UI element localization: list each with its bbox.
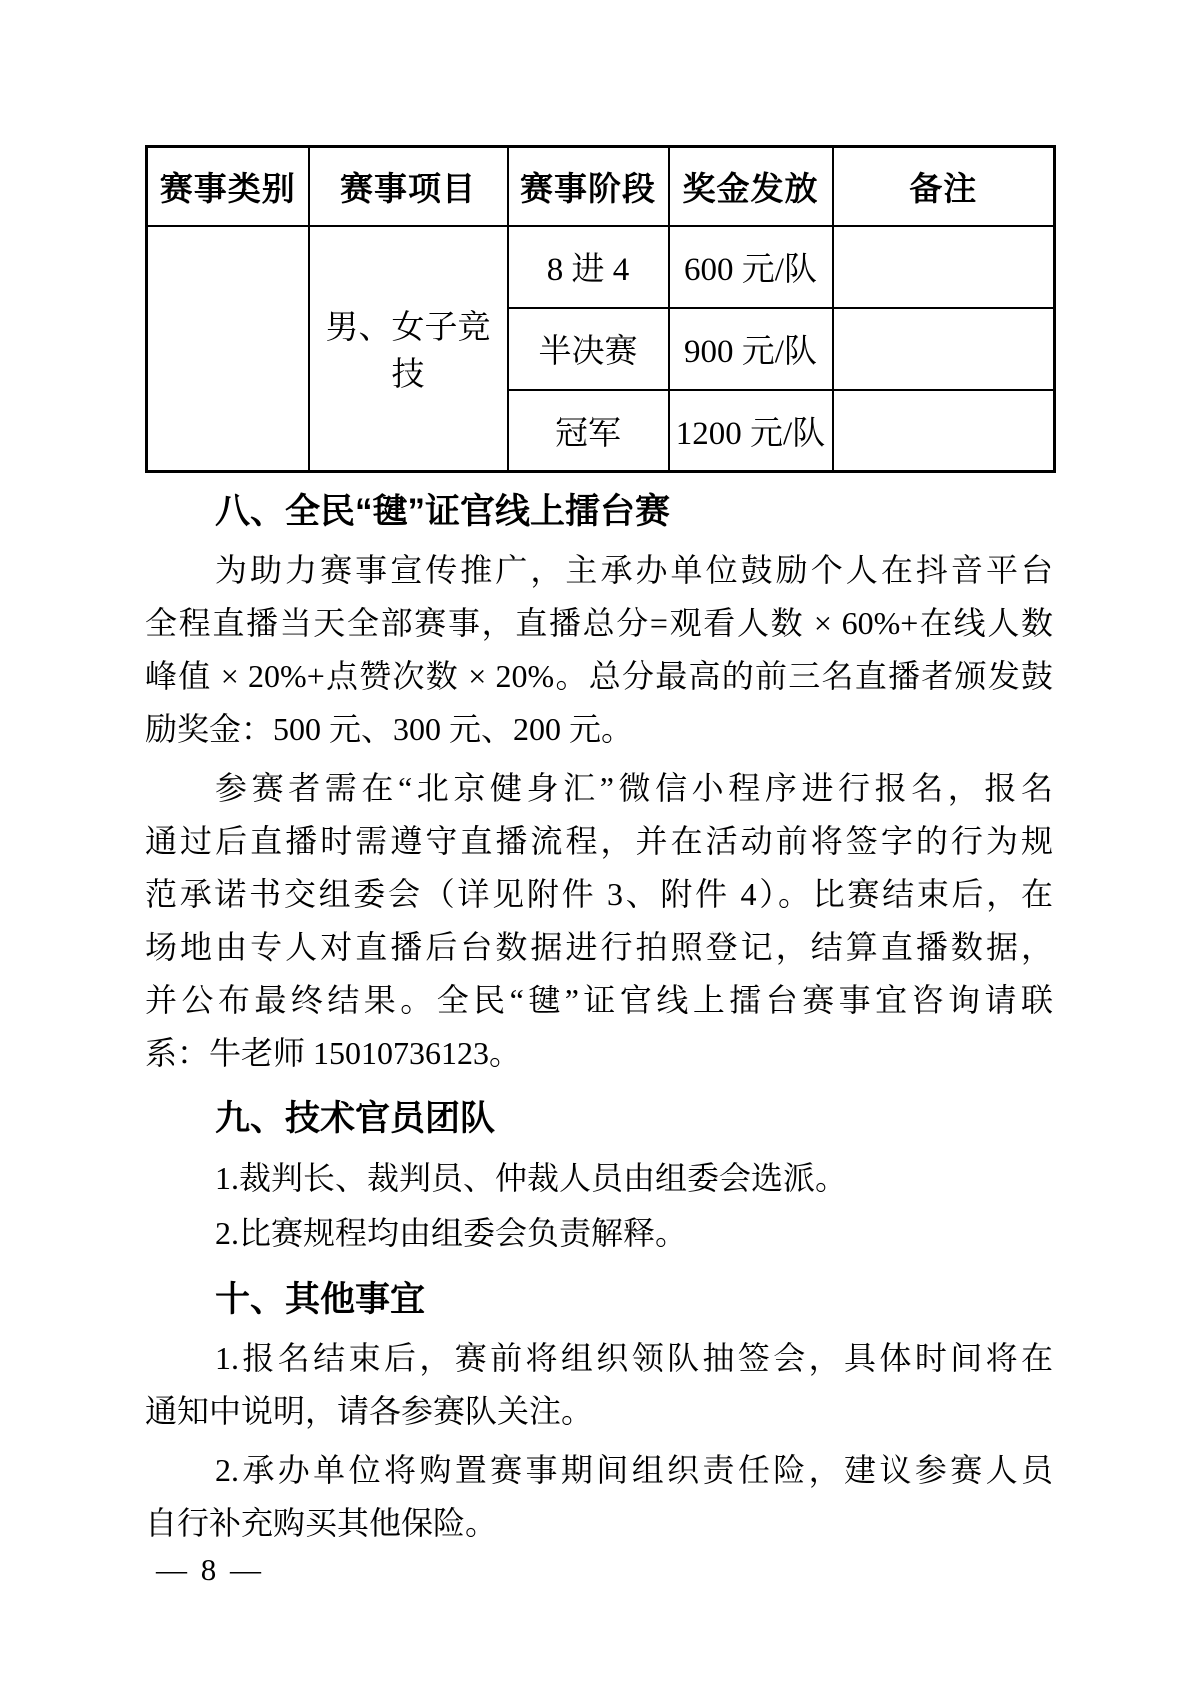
list-item: 1.裁判长、裁判员、仲裁人员由组委会选派。 (215, 1160, 848, 1196)
header-cell-category: 赛事类别 (147, 147, 309, 226)
prize-table (145, 145, 1056, 473)
body-line: 参赛者需在“北京健身汇”微信小程序进行报名，报名 (215, 770, 1053, 806)
paragraph (145, 544, 1053, 756)
prize-cell: 1200 元/队 (669, 390, 833, 472)
body-line: 全程直播当天全部赛事，直播总分=观看人数 × 60%+在线人数 (145, 605, 1053, 641)
note-cell (833, 226, 1055, 308)
header-cell-stage: 赛事阶段 (508, 147, 669, 226)
table-header-row (147, 147, 1055, 226)
list-item: 2.比赛规程均由组委会负责解释。 (215, 1215, 688, 1251)
table-row (147, 226, 1055, 308)
note-cell (833, 308, 1055, 390)
body-line: 范承诺书交组委会（详见附件 3、附件 4）。比赛结束后，在 (145, 876, 1053, 912)
section-heading-9: 九、技术官员团队 (215, 1099, 496, 1138)
paragraph (145, 762, 1053, 1080)
section-heading-8: 八、全民“毽”证官线上擂台赛 (215, 492, 671, 531)
page-number: — 8 — (156, 1552, 264, 1587)
body-line: 2.承办单位将购置赛事期间组织责任险，建议参赛人员 (215, 1452, 1053, 1488)
stage-cell: 半决赛 (508, 308, 669, 390)
stage-cell: 8 进 4 (508, 226, 669, 308)
body-line: 系：牛老师 15010736123。 (145, 1035, 522, 1071)
paragraph (145, 1332, 1053, 1438)
category-cell (147, 226, 309, 472)
body-line: 场地由专人对直播后台数据进行拍照登记，结算直播数据， (145, 929, 1053, 965)
body-line: 并公布最终结果。全民“毽”证官线上擂台赛事宜咨询请联 (145, 982, 1053, 1018)
event-cell: 男、女子竞技 (309, 226, 508, 472)
prize-cell: 900 元/队 (669, 308, 833, 390)
header-cell-prize: 奖金发放 (669, 147, 833, 226)
body-line: 为助力赛事宣传推广，主承办单位鼓励个人在抖音平台 (215, 552, 1053, 588)
header-cell-note: 备注 (833, 147, 1055, 226)
stage-cell: 冠军 (508, 390, 669, 472)
body-line: 励奖金：500 元、300 元、200 元。 (145, 711, 634, 747)
body-line: 自行补充购买其他保险。 (145, 1505, 498, 1541)
body-line: 峰值 × 20%+点赞次数 × 20%。总分最高的前三名直播者颁发鼓 (145, 658, 1053, 694)
header-cell-event: 赛事项目 (309, 147, 508, 226)
body-line: 通过后直播时需遵守直播流程，并在活动前将签字的行为规 (145, 823, 1053, 859)
body-line: 通知中说明，请各参赛队关注。 (145, 1393, 594, 1429)
body-line: 1.报名结束后，赛前将组织领队抽签会，具体时间将在 (215, 1340, 1053, 1376)
section-heading-10: 十、其他事宜 (215, 1280, 426, 1319)
page-content (145, 145, 1053, 1556)
note-cell (833, 390, 1055, 472)
prize-cell: 600 元/队 (669, 226, 833, 308)
paragraph (145, 1444, 1053, 1550)
